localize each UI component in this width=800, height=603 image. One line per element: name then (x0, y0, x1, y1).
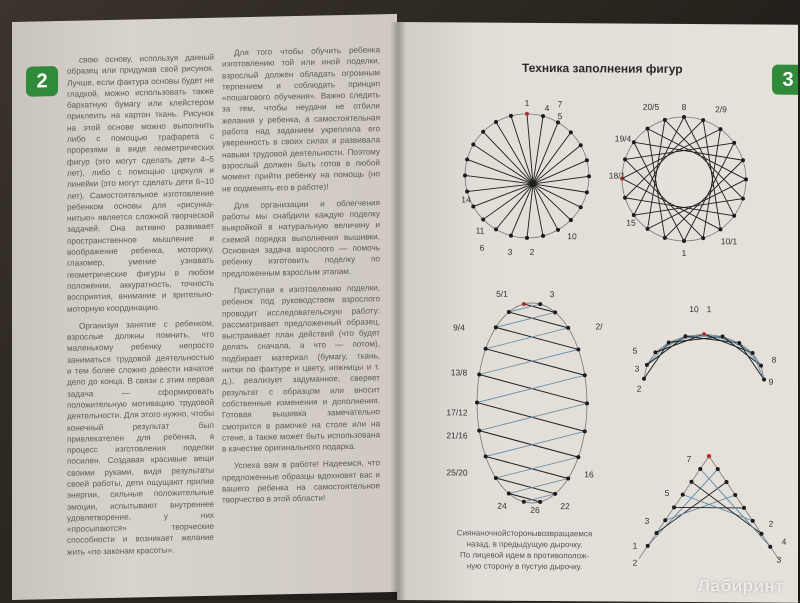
thread-hole (541, 234, 545, 238)
thread-hole (732, 141, 736, 145)
hole-number-label: 3 (508, 247, 513, 257)
figure-circle-radial (452, 100, 602, 256)
thread-line (647, 336, 686, 365)
thread-hole (509, 234, 513, 238)
hole-number-label: 3 (777, 555, 782, 565)
thread-hole (707, 454, 711, 458)
book-gutter-shadow (390, 22, 406, 600)
thread-line (723, 336, 753, 353)
thread-hole (646, 127, 650, 131)
hole-number-label: 22 (560, 501, 570, 511)
thread-hole (494, 227, 498, 231)
thread-hole (682, 239, 686, 243)
arc-diagram (629, 294, 779, 405)
thread-line (496, 312, 555, 328)
thread-line (496, 478, 555, 494)
hole-number-label: 5 (665, 488, 670, 498)
thread-hole (683, 334, 687, 338)
thread-hole (585, 401, 589, 405)
thread-hole (733, 493, 737, 497)
hole-number-label: 2 (633, 558, 638, 568)
angle-diagram (629, 444, 789, 575)
hole-number-label: 7 (687, 454, 692, 464)
thread-line (647, 342, 669, 365)
thread-hole (701, 118, 705, 122)
thread-hole (646, 227, 650, 231)
text-column-1 (67, 52, 214, 564)
hole-number-label: 17/12 (446, 407, 468, 417)
hole-number-label: 4 (782, 537, 787, 547)
oval-outline (477, 303, 587, 504)
thread-hole (646, 544, 650, 548)
paragraph: Для того чтобы обучить ребенка изготовлению той или иной поделки, взрослый должен обладать огромным терпением и соблюдать принцип «пошагового обучения». Важно следить за тем, чтобы неудачи не отбили желания у ребенка, а самостоятельная работа над заданием укрепляла его уверенность в своих силах и развивала навыки трудовой деятельности. Поэтому взрослый должен быть готов в любой момент прийти ребенку на помощь (но не подменять его в работе)! (222, 44, 380, 194)
thread-hole (701, 236, 705, 240)
thread-hole (579, 205, 583, 209)
thread-hole (623, 157, 627, 161)
thread-line (486, 327, 569, 349)
thread-hole (509, 114, 513, 118)
thread-hole (623, 196, 627, 200)
labirint-watermark: Лабиринт (698, 576, 784, 597)
thread-hole (477, 373, 481, 377)
thread-hole (525, 112, 529, 116)
oval-zigzag-diagram (447, 290, 617, 516)
thread-hole (760, 532, 764, 536)
hole-number-label: 5 (633, 346, 638, 356)
caption-line: По лицевой идем в противополож- (427, 549, 622, 561)
thread-hole (583, 429, 587, 433)
thread-hole (721, 334, 725, 338)
hole-number-label: 1 (682, 248, 687, 258)
hole-number-label: 1 (633, 541, 638, 551)
paragraph: Приступая к изготовлению поделки, ребенок под руководством взрослого проводит исследовательскую работу: рассматривает предложенный образец, выстраивает план действий (что будет делать сначала, а что — потом), подбирает материал (бумагу, ткань, нитки по фактуре и цвету, ножницы и т. д.), реализует задуманное, сверяет результат с образцом или вносит собственные изменения и дополнения. Готовая вышивка замечательно смотрится в рамочке на столе или на стене, а также может быть использована в качестве оригинального подарка. (222, 282, 380, 455)
thread-hole (481, 217, 485, 221)
thread-hole (768, 545, 772, 549)
thread-hole (718, 227, 722, 231)
thread-line (486, 456, 569, 478)
thread-hole (522, 500, 526, 504)
thread-hole (762, 378, 766, 382)
hole-number-label: 8 (682, 102, 687, 112)
thread-hole (576, 347, 580, 351)
thread-hole (465, 157, 469, 161)
thread-hole (632, 213, 636, 217)
figure-oval-zigzag (447, 290, 617, 521)
thread-hole (494, 120, 498, 124)
thread-line (496, 122, 533, 184)
thread-hole (553, 310, 557, 314)
thread-line (486, 349, 585, 375)
thread-hole (632, 140, 636, 144)
hole-number-label: 8 (772, 355, 777, 365)
thread-hole (672, 505, 676, 509)
thread-line (739, 343, 764, 380)
thread-line (479, 349, 578, 375)
thread-line (704, 334, 753, 353)
thread-hole (471, 143, 475, 147)
thread-line (483, 132, 533, 184)
thread-hole (507, 491, 511, 495)
figure-arc (629, 294, 779, 410)
thread-hole (522, 302, 526, 306)
thread-hole (587, 174, 591, 178)
thread-hole (465, 190, 469, 194)
page-title: Техника заполнения фигур (522, 61, 683, 76)
thread-hole (553, 492, 557, 496)
arc-outline (644, 334, 764, 380)
hole-number-label: 7 (558, 99, 563, 109)
hole-number-label: 4 (545, 103, 550, 113)
thread-line (533, 116, 543, 184)
circle-outline (622, 117, 746, 242)
paragraph: Успеха вам в работе! Надеемся, что предложенные образцы вдохновят вас и вашего ребенка на самостоятельное творчество в этой области! (222, 458, 380, 506)
thread-hole (716, 467, 720, 471)
hole-number-label: 3 (635, 364, 640, 374)
text-column-2 (222, 44, 380, 512)
hole-number-label: 26 (530, 505, 540, 515)
right-page (397, 22, 798, 603)
thread-hole (702, 332, 706, 336)
thread-hole (742, 506, 746, 510)
thread-hole (579, 143, 583, 147)
thread-hole (653, 350, 657, 354)
paragraph: Для организации и облегчения работы мы снабдили каждую поделку выкройкой в натуральную величину и схемой порядка выполнения вышивки. Основная задача взрослого — помочь ребенку изготовить поделку по предложенным взрослым этапам. (222, 197, 380, 279)
thread-hole (477, 429, 481, 433)
thread-hole (737, 341, 741, 345)
thread-hole (663, 236, 667, 240)
thread-hole (475, 401, 479, 405)
hole-number-label: 18/1 (609, 170, 626, 180)
hole-number-label: 14 (461, 194, 471, 204)
thread-hole (655, 531, 659, 535)
thread-line (509, 478, 568, 494)
hole-number-label: 2 (530, 247, 535, 257)
paragraph: свою основу, используя данный образец или придумав свой рисунок. Лучше, если фактура основы будет не гладкой, можно использовать также бархатную бумагу или клейстером приклеить на картон ткань. Рисунок на этой основе можно выполнить либо с помощью трафарета с прорезями в виде геометрических фигур (это могут сделать дети 4–5 лет), либо с помощью циркуля и линейки (это могут сделать дети 6–10 лет). Самостоятельное изготовление ребенком основы для «рисунка-нитью» является сложной творческой задачей. Она активно развивает пространственное мышление и воображение ребенка, моторику, глазомер, умение узнавать геометрические фигуры в любом положении, аккуратность, точность восприятия, внимание и зрительно-моторную координацию. (67, 52, 214, 315)
hole-number-label: 6 (480, 243, 485, 253)
thread-hole (481, 130, 485, 134)
thread-hole (645, 363, 649, 367)
hole-number-label: 19/4 (615, 134, 632, 144)
thread-line (496, 457, 579, 479)
hole-number-label: 3 (550, 289, 555, 299)
hole-number-label: 10 (689, 304, 699, 314)
thread-hole (566, 326, 570, 330)
thread-hole (682, 115, 686, 119)
thread-hole (690, 480, 694, 484)
thread-hole (741, 158, 745, 162)
thread-hole (569, 130, 573, 134)
thread-hole (759, 364, 763, 368)
figure-caption (427, 527, 622, 572)
figure-circle-star (609, 103, 759, 259)
thread-hole (541, 114, 545, 118)
thread-line (644, 342, 669, 379)
left-page (12, 14, 397, 600)
thread-line (509, 312, 568, 328)
thread-hole (667, 340, 671, 344)
book-spread (12, 22, 798, 600)
thread-hole (718, 127, 722, 131)
page-number-left: 2 (26, 66, 58, 97)
thread-hole (725, 480, 729, 484)
thread-hole (663, 118, 667, 122)
hole-number-label: 2/ (595, 321, 603, 331)
thread-hole (525, 236, 529, 240)
thread-hole (484, 454, 488, 458)
thread-hole (663, 518, 667, 522)
thread-hole (576, 455, 580, 459)
hole-number-label: 9 (769, 377, 774, 387)
caption-line: Сиянаночнойсторонывозвращаемся (427, 527, 622, 539)
thread-hole (538, 302, 542, 306)
thread-hole (732, 214, 736, 218)
figure-angle (629, 444, 789, 580)
thread-line (655, 336, 685, 353)
hole-number-label: 9/4 (453, 322, 465, 332)
thread-hole (642, 377, 646, 381)
thread-line (665, 120, 743, 199)
caption-line: ную сторону в пустую дырочку. (427, 560, 622, 572)
thread-hole (751, 519, 755, 523)
thread-line (625, 120, 703, 199)
hole-number-label: 5/1 (496, 289, 508, 299)
thread-hole (741, 197, 745, 201)
hole-number-label: 1 (525, 98, 530, 108)
thread-line (739, 343, 761, 366)
hole-number-label: 2 (769, 519, 774, 529)
hole-number-label: 2/9 (715, 104, 727, 114)
thread-hole (556, 228, 560, 232)
thread-hole (681, 493, 685, 497)
paragraph: Организуя занятие с ребенком, взрослые должны помнить, что маленькому ребенку непросто заниматься трудовой деятельностью и тем более сложно довести начатое дело до конца. В связи с этим первая задача — сформировать положительную мотивацию трудовой деятельности. Для этого нужно, чтобы конечный результат был привлекателен для ребенка, а процесс изготовления поделки посилен. Создавая красивые вещи своими руками, видя результаты своей работы, дети ощущают прилив энергии, сильные положительные эмоции, испытывают внутреннее удовлетворение, у них «просыпаются» творческие способности и возникает желание жить «по законам красоты». (67, 318, 214, 558)
thread-line (479, 431, 578, 457)
hole-number-label: 15 (626, 218, 636, 228)
thread-line (496, 327, 579, 349)
thread-hole (494, 325, 498, 329)
thread-hole (566, 476, 570, 480)
hole-number-label: 10 (567, 231, 577, 241)
thread-hole (585, 190, 589, 194)
circle-radial-diagram (452, 100, 602, 251)
hole-number-label: 20/5 (643, 102, 660, 112)
thread-line (479, 403, 587, 432)
thread-line (477, 375, 585, 404)
hole-number-label: 11 (476, 226, 485, 236)
thread-line (533, 184, 558, 230)
hole-number-label: 10/1 (721, 236, 738, 246)
thread-hole (751, 351, 755, 355)
hole-number-label: 3 (645, 516, 650, 526)
hole-number-label: 13/8 (451, 367, 468, 377)
thread-hole (507, 310, 511, 314)
thread-hole (698, 467, 702, 471)
caption-line: назад, в предыдущую дырочку. (427, 538, 622, 550)
thread-hole (538, 500, 542, 504)
thread-line (723, 336, 762, 365)
hole-number-label: 1 (707, 304, 712, 314)
thread-hole (471, 205, 475, 209)
thread-hole (583, 373, 587, 377)
thread-hole (463, 173, 467, 177)
hole-number-label: 25/20 (446, 467, 468, 477)
hole-number-label: 5 (558, 111, 563, 121)
hole-number-label: 24 (497, 501, 507, 511)
circle-star-diagram (609, 103, 759, 254)
thread-hole (585, 158, 589, 162)
hole-number-label: 21/16 (446, 430, 468, 440)
hole-number-label: 16 (584, 469, 594, 479)
hole-number-label: 2 (637, 384, 642, 394)
thread-hole (744, 177, 748, 181)
thread-hole (569, 218, 573, 222)
thread-hole (494, 476, 498, 480)
thread-hole (484, 347, 488, 351)
page-number-right: 3 (772, 65, 798, 95)
thread-line (486, 431, 585, 457)
